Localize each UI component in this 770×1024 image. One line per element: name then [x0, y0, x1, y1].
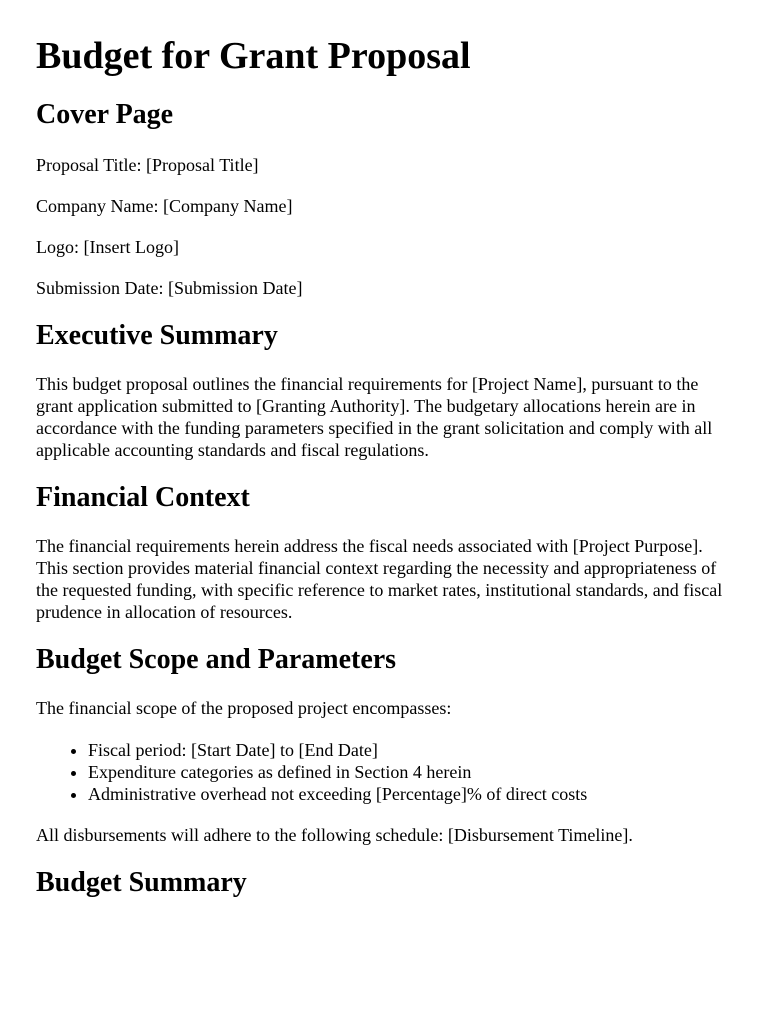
- budget-summary-heading: Budget Summary: [36, 867, 247, 898]
- financial-context-heading: Financial Context: [36, 482, 250, 513]
- cover-page-heading: Cover Page: [36, 99, 174, 130]
- document-title: Budget for Grant Proposal: [36, 35, 471, 77]
- disbursement-schedule-line: All disbursements will adhere to the following schedule: [Disbursement Timeline].: [36, 825, 633, 845]
- budget-scope-intro: The financial scope of the proposed project encompasses:: [36, 698, 452, 718]
- financial-context-paragraph: The financial requirements herein address the fiscal needs associated with [Project Purpose]. This section provides material financial context regarding the necessity and appropriateness of the requested funding, with specific reference to market rates, institutional standards, and fiscal prudence in allocation of resources.: [36, 536, 723, 622]
- budget-scope-heading: Budget Scope and Parameters: [36, 644, 397, 675]
- list-item: • Fiscal period: [Start Date] to [End Date]: [88, 739, 734, 761]
- proposal-title-line: Proposal Title: [Proposal Title]: [36, 155, 259, 175]
- list-item: • Administrative overhead not exceeding [Percentage]% of direct costs: [88, 783, 734, 805]
- budget-scope-list: [36, 739, 734, 805]
- executive-summary-heading: Executive Summary: [36, 320, 278, 351]
- submission-date-line: Submission Date: [Submission Date]: [36, 278, 303, 298]
- list-item: • Expenditure categories as defined in Section 4 herein: [88, 761, 734, 783]
- executive-summary-paragraph: This budget proposal outlines the financial requirements for [Project Name], pursuant to the grant application submitted to [Granting Authority]. The budgetary allocations herein are in accordance with the funding parameters specified in the grant solicitation and comply with all applicable accounting standards and fiscal regulations.: [36, 374, 713, 460]
- company-name-line: Company Name: [Company Name]: [36, 196, 293, 216]
- logo-line: Logo: [Insert Logo]: [36, 237, 179, 257]
